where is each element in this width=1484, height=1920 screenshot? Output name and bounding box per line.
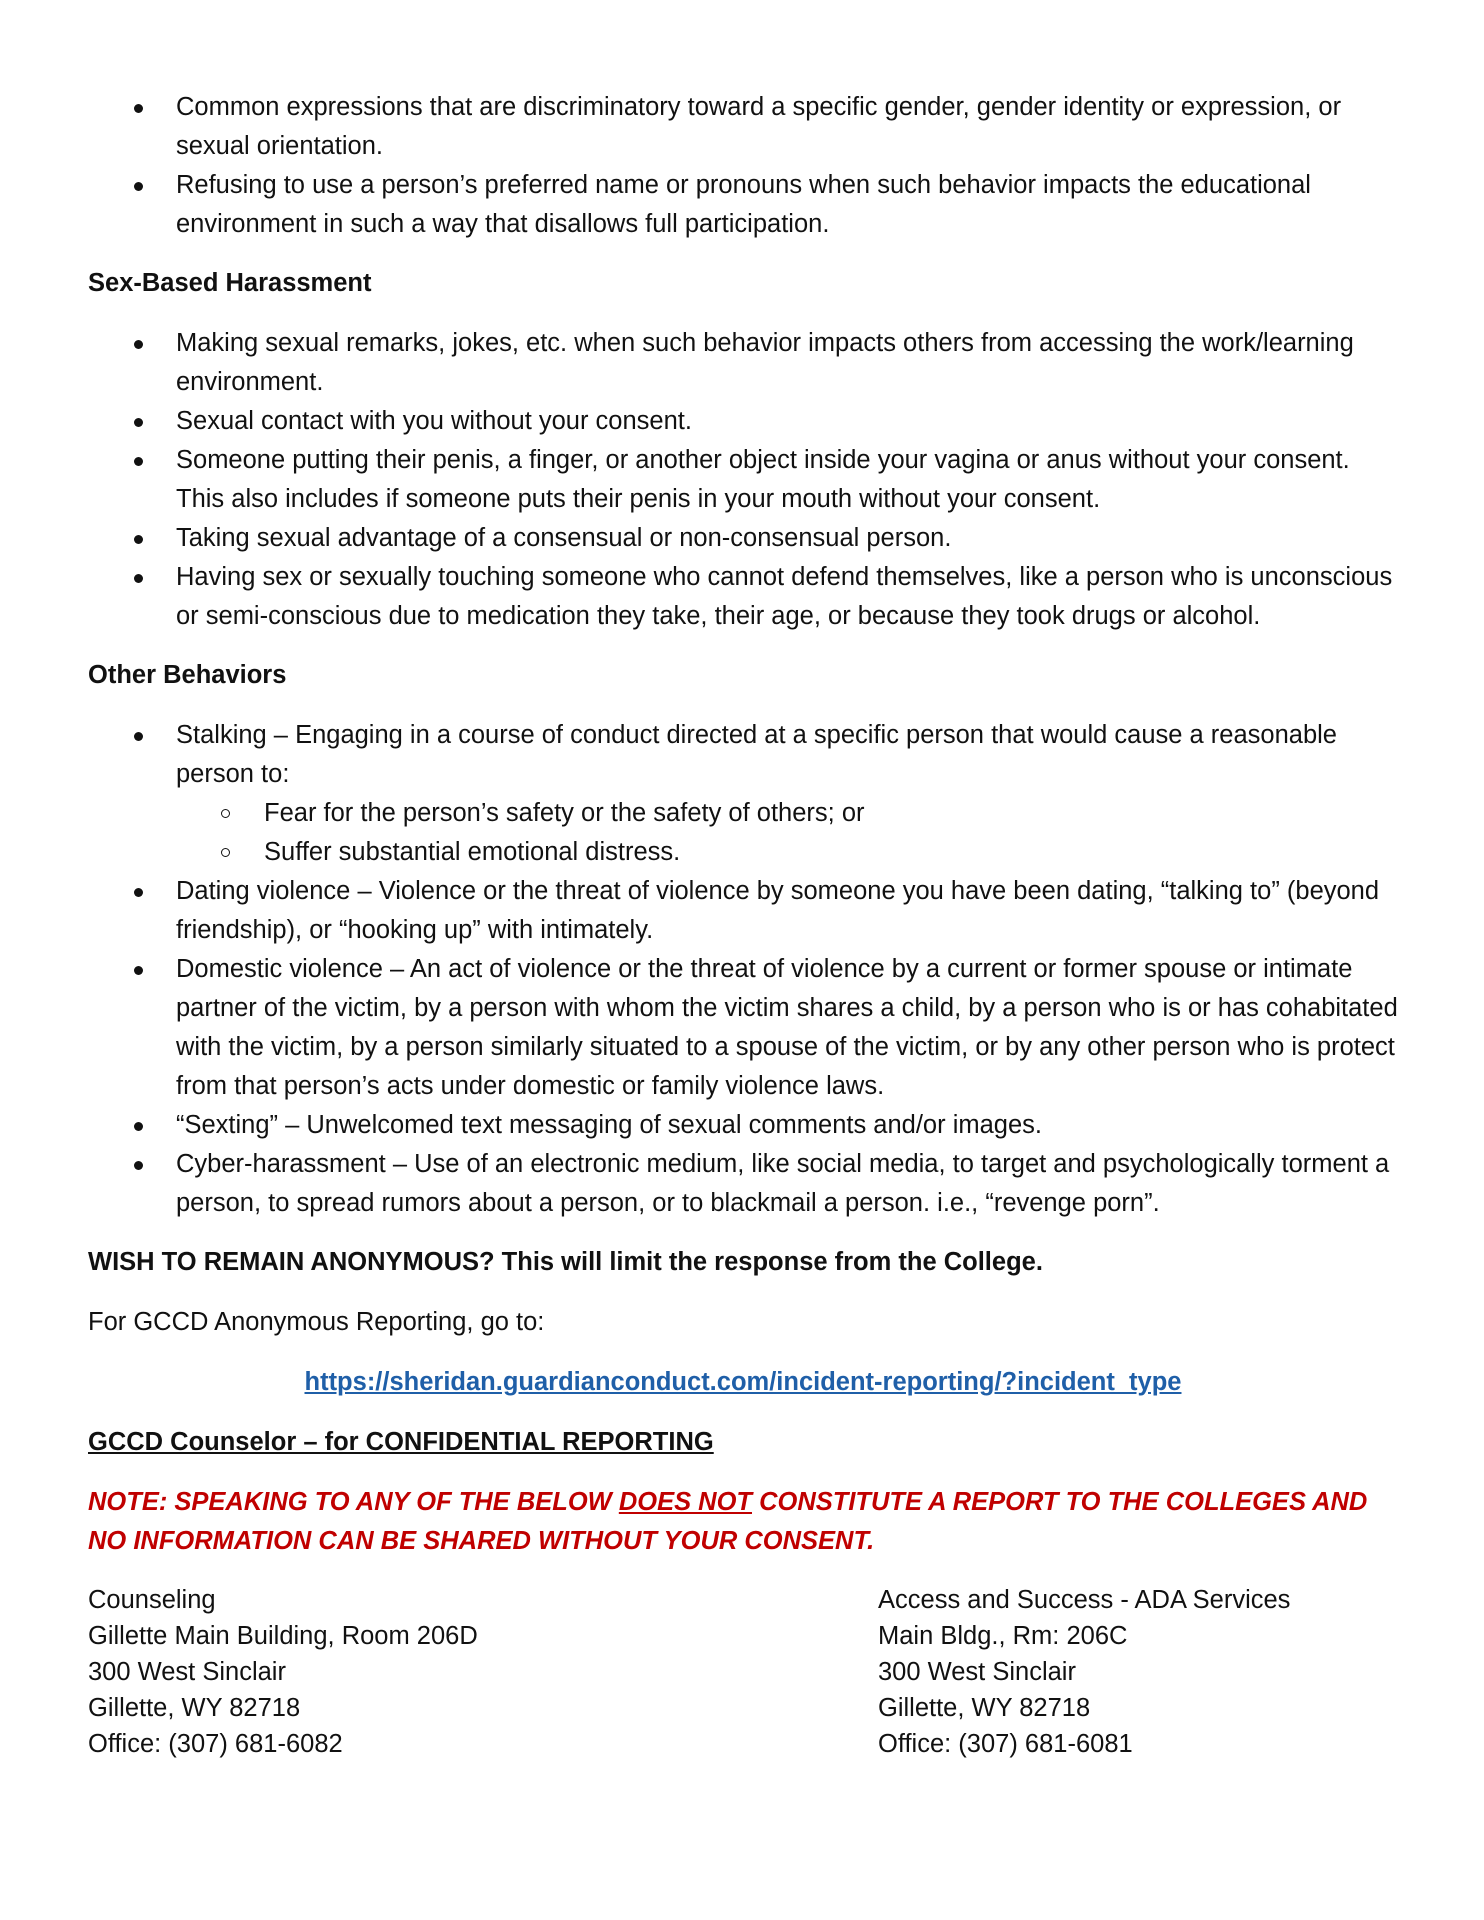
sub-list-item	[88, 794, 1398, 833]
bullet-icon	[134, 104, 143, 113]
bullet-icon	[134, 182, 143, 191]
list-item-text: “Sexting” – Unwelcomed text messaging of sexual comments and/or images.	[176, 1111, 1042, 1139]
counseling-contact	[88, 1582, 878, 1762]
note-text-underlined: DOES NOT	[618, 1488, 752, 1516]
bullet-icon	[134, 966, 143, 975]
bullet-icon	[134, 340, 143, 349]
list-item	[88, 324, 1398, 402]
list-item	[88, 950, 1398, 1106]
contact-line: 300 West Sinclair	[88, 1658, 286, 1686]
anonymous-intro: For GCCD Anonymous Reporting, go to:	[88, 1308, 545, 1336]
bullet-icon	[134, 1161, 143, 1170]
note-text-before: NOTE: SPEAKING TO ANY OF THE BELOW	[88, 1488, 619, 1516]
circle-bullet-icon	[221, 848, 230, 857]
list-item	[88, 88, 1398, 166]
list-item-text: Cyber-harassment – Use of an electronic medium, like social media, to target and psychologically torment a person, to spread rumors about a person, or to blackmail a person. i.e., “revenge porn”.	[176, 1150, 1390, 1217]
sub-list-item-text: Suffer substantial emotional distress.	[264, 838, 681, 866]
list-item	[88, 519, 1398, 558]
other-behaviors-heading: Other Behaviors	[88, 661, 287, 689]
sex-based-harassment-heading: Sex-Based Harassment	[88, 269, 372, 297]
sub-list-item	[88, 833, 1398, 872]
bullet-icon	[134, 1122, 143, 1131]
list-item-text: Stalking – Engaging in a course of conduct directed at a specific person that would cause a reasonable person to:	[176, 721, 1337, 788]
bullet-icon	[134, 574, 143, 583]
contact-line: 300 West Sinclair	[878, 1658, 1076, 1686]
contact-line: Counseling	[88, 1586, 216, 1614]
bullet-icon	[134, 535, 143, 544]
contacts-block	[88, 1582, 1398, 1762]
confidential-note	[88, 1483, 1398, 1561]
list-item	[88, 441, 1398, 519]
list-item-text: Domestic violence – An act of violence or the threat of violence by a current or former spouse or intimate partner of the victim, by a person with whom the victim shares a child, by a person who is or has cohabitated with the victim, by a person similarly situated to a spouse of the victim, or by any other person who is protect from that person’s acts under domestic or family violence laws.	[176, 955, 1398, 1100]
circle-bullet-icon	[221, 809, 230, 818]
bullet-icon	[134, 418, 143, 427]
ada-services-contact	[878, 1582, 1398, 1762]
contact-line: Office: (307) 681-6081	[878, 1730, 1133, 1758]
contact-line: Main Bldg., Rm: 206C	[878, 1622, 1128, 1650]
list-item-text: Dating violence – Violence or the threat of violence by someone you have been dating, “talking to” (beyond friendship), or “hooking up” with intimately.	[176, 877, 1380, 944]
list-item	[88, 166, 1398, 244]
contact-line: Gillette, WY 82718	[88, 1694, 301, 1722]
bullet-icon	[134, 732, 143, 741]
list-item	[88, 402, 1398, 441]
sub-list-item-text: Fear for the person’s safety or the safety of others; or	[264, 799, 865, 827]
other-behaviors-bullet-list	[88, 716, 1398, 1223]
list-item-text: Sexual contact with you without your consent.	[176, 407, 692, 435]
note-text-after: CONSTITUTE A REPORT TO THE COLLEGES AND NO INFORMATION CAN BE SHARED WITHOUT YOUR CONSENT.	[88, 1488, 1368, 1555]
contact-line: Gillette Main Building, Room 206D	[88, 1622, 478, 1650]
list-item-text: Refusing to use a person’s preferred name or pronouns when such behavior impacts the educational environment in such a way that disallows full participation.	[176, 171, 1311, 238]
contact-line: Gillette, WY 82718	[878, 1694, 1091, 1722]
contact-line: Office: (307) 681-6082	[88, 1730, 343, 1758]
list-item-text: Having sex or sexually touching someone who cannot defend themselves, like a person who is unconscious or semi-conscious due to medication they take, their age, or because they took drugs or alcohol.	[176, 563, 1393, 630]
anonymous-heading: WISH TO REMAIN ANONYMOUS? This will limit the response from the College.	[88, 1248, 1043, 1276]
list-item	[88, 558, 1398, 636]
list-item	[88, 1106, 1398, 1145]
anonymous-reporting-link[interactable]: https://sheridan.guardianconduct.com/incident-reporting/?incident_type	[304, 1368, 1182, 1396]
list-item-text: Making sexual remarks, jokes, etc. when such behavior impacts others from accessing the work/learning environment.	[176, 329, 1354, 396]
intro-bullet-list	[88, 88, 1398, 244]
counselor-heading: GCCD Counselor – for CONFIDENTIAL REPORTING	[88, 1428, 714, 1456]
list-item	[88, 872, 1398, 950]
anonymous-link-line	[88, 1363, 1398, 1402]
list-item-text: Someone putting their penis, a finger, or another object inside your vagina or anus without your consent. This also includes if someone puts their penis in your mouth without your consent.	[176, 446, 1350, 513]
stalking-sub-list	[176, 794, 1398, 872]
sex-based-bullet-list	[88, 324, 1398, 636]
list-item-text: Taking sexual advantage of a consensual or non-consensual person.	[176, 524, 952, 552]
bullet-icon	[134, 457, 143, 466]
document-page	[88, 88, 1398, 1762]
list-item	[88, 716, 1398, 872]
list-item	[88, 1145, 1398, 1223]
contact-line: Access and Success - ADA Services	[878, 1586, 1291, 1614]
bullet-icon	[134, 888, 143, 897]
list-item-text: Common expressions that are discriminatory toward a specific gender, gender identity or expression, or sexual orientation.	[176, 93, 1342, 160]
